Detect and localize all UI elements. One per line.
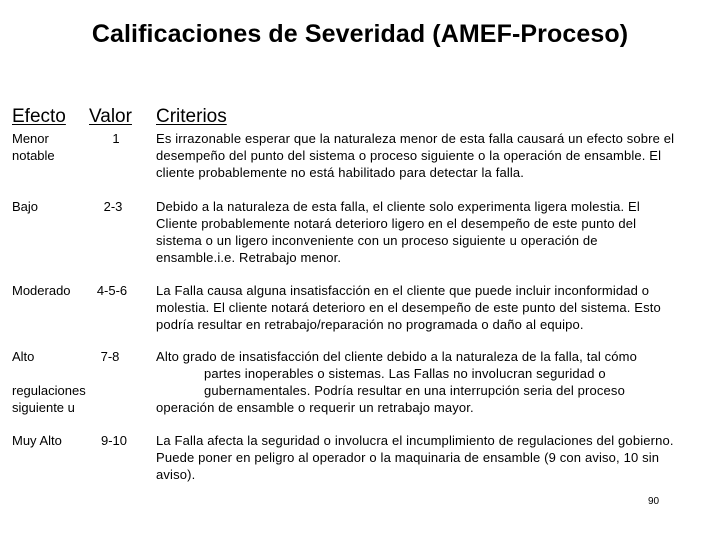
row-bajo-criterio: Debido a la naturaleza de esta falla, el cliente solo experimenta ligera molestia. El Cliente probablemente notará deterioro ligero en el desempeño de este punto del sistema o un ligero inconveniente con un proceso siguiente u operación de ensamble.i.e. Retrabajo menor.: [156, 199, 640, 265]
row-alto-valor: 7-8: [100, 349, 120, 364]
row-muy-alto-valor: 9-10: [100, 433, 128, 448]
row-menor-valor: 1: [112, 131, 120, 146]
row-alto-criterio-line4: operación de ensamble o requerir un retrabajo mayor.: [156, 400, 474, 415]
row-alto-criterio-line2: partes inoperables o sistemas. Las Fallas no involucran seguridad o: [204, 366, 606, 381]
row-bajo-valor: 2-3: [103, 199, 123, 214]
row-alto-criterio: [156, 348, 676, 416]
page-number: 90: [648, 496, 660, 507]
row-moderado-valor: 4-5-6: [96, 283, 128, 298]
header-valor: Valor: [89, 106, 132, 127]
row-menor-efecto: Menor notable: [12, 131, 55, 163]
header-criterios: Criterios: [156, 106, 227, 127]
row-alto-efecto: Alto: [12, 349, 35, 364]
row-muy-alto-criterio: La Falla afecta la seguridad o involucra el incumplimiento de regulaciones del gobierno. Puede poner en peligro al operador o la maquinaria de ensamble (9 con aviso, 10 sin aviso).: [156, 433, 674, 482]
row-alto-efecto-extra: regulaciones siguiente u: [12, 383, 86, 415]
row-muy-alto-efecto: Muy Alto: [12, 433, 62, 448]
row-menor-criterio: Es irrazonable esperar que la naturaleza menor de esta falla causará un efecto sobre el desempeño del punto del sistema o proceso siguiente o la operación de ensamble. El cliente probablemente no está habilitado para detectar la falla.: [156, 131, 675, 180]
row-alto-criterio-line3: gubernamentales. Podría resultar en una interrupción seria del proceso: [204, 383, 625, 398]
row-bajo-efecto: Bajo: [12, 199, 39, 214]
row-alto-criterio-line1: Alto grado de insatisfacción del cliente debido a la naturaleza de la falla, tal cómo: [156, 349, 638, 364]
slide-title: Calificaciones de Severidad (AMEF-Proceso): [91, 20, 629, 48]
row-moderado-criterio: La Falla causa alguna insatisfacción en el cliente que puede incluir inconformidad o molestia. El cliente notará deterioro en el desempeño de este punto del sistema. Esto podría resultar en retrabajo/reparación no programada o daño al equipo.: [156, 283, 661, 332]
row-moderado-efecto: Moderado: [12, 283, 71, 298]
header-efecto: Efecto: [12, 106, 66, 127]
